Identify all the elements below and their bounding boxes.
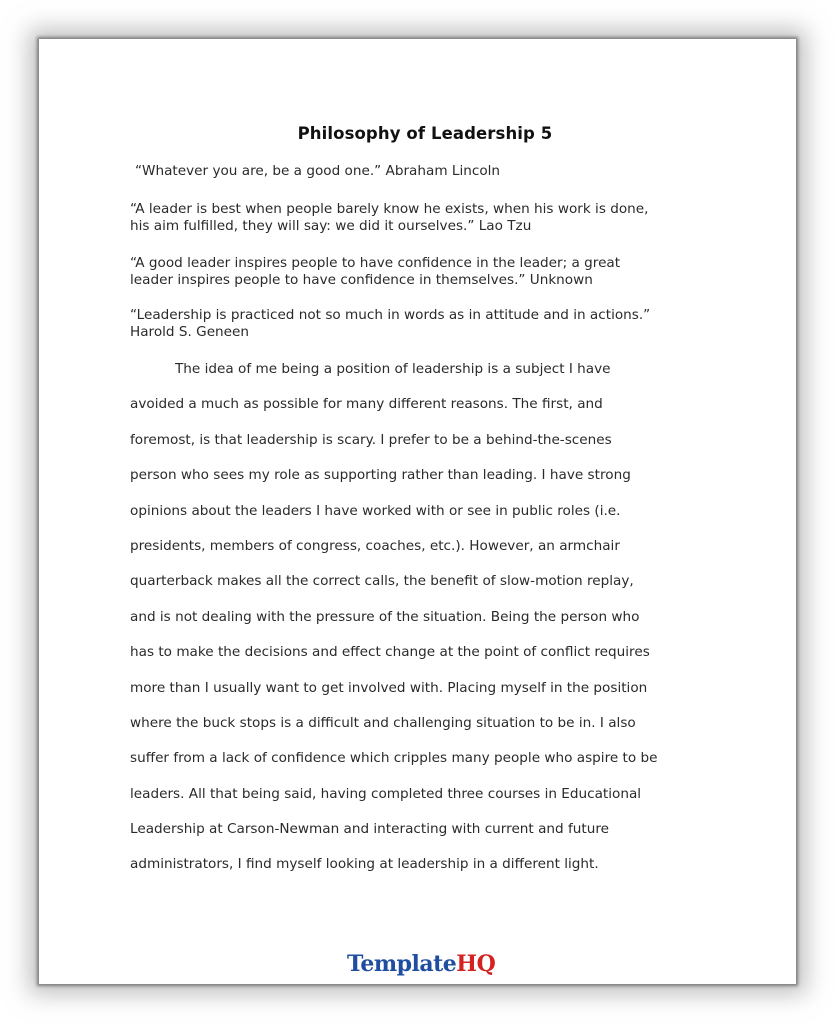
quote-line: “Whatever you are, be a good one.” Abraham Lincoln — [135, 163, 501, 179]
body-line: The idea of me being a position of leadership is a subject I have — [175, 361, 611, 377]
body-line: presidents, members of congress, coaches, etc.). However, an armchair — [130, 537, 620, 554]
body-line: opinions about the leaders I have worked with or see in public roles (i.e. — [130, 502, 621, 519]
document-page — [39, 39, 796, 984]
body-paragraph — [130, 361, 730, 892]
document-title: Philosophy of Leadership 5 — [297, 124, 553, 143]
quote-line: “Leadership is practiced not so much in words as in attitude and in actions.” — [130, 307, 651, 323]
quote-line: leader inspires people to have confidence in themselves.” Unknown — [130, 272, 593, 288]
quote-lao-tzu — [130, 201, 730, 235]
body-line: quarterback makes all the correct calls, the benefit of slow-motion replay, — [130, 573, 634, 590]
body-line: has to make the decisions and effect change at the point of conflict requires — [130, 644, 650, 661]
body-line: person who sees my role as supporting rather than leading. I have strong — [130, 467, 631, 484]
body-line: Leadership at Carson-Newman and interacting with current and future — [130, 821, 609, 838]
body-line: administrators, I find myself looking at leadership in a different light. — [130, 856, 599, 873]
quote-geneen — [130, 307, 730, 341]
body-line: and is not dealing with the pressure of the situation. Being the person who — [130, 608, 640, 625]
body-line: suffer from a lack of confidence which cripples many people who aspire to be — [130, 750, 658, 767]
logo-part-hq: HQ — [456, 951, 496, 977]
quote-line: his aim fulfilled, they will say: we did it ourselves.” Lao Tzu — [130, 218, 532, 234]
quote-lincoln — [135, 163, 735, 180]
body-line: foremost, is that leadership is scary. I prefer to be a behind-the-scenes — [130, 431, 612, 448]
templatehq-logo — [347, 951, 495, 977]
body-line: more than I usually want to get involved with. Placing myself in the position — [130, 679, 648, 696]
quote-unknown — [130, 255, 730, 289]
quote-line: Harold S. Geneen — [130, 324, 250, 340]
body-line: where the buck stops is a difficult and challenging situation to be in. I also — [130, 714, 636, 731]
quote-line: “A leader is best when people barely know he exists, when his work is done, — [130, 201, 649, 217]
body-line: leaders. All that being said, having completed three courses in Educational — [130, 785, 642, 802]
body-line: avoided a much as possible for many different reasons. The first, and — [130, 396, 603, 413]
quote-line: “A good leader inspires people to have confidence in the leader; a great — [130, 255, 621, 271]
logo-part-template: Template — [347, 951, 457, 977]
